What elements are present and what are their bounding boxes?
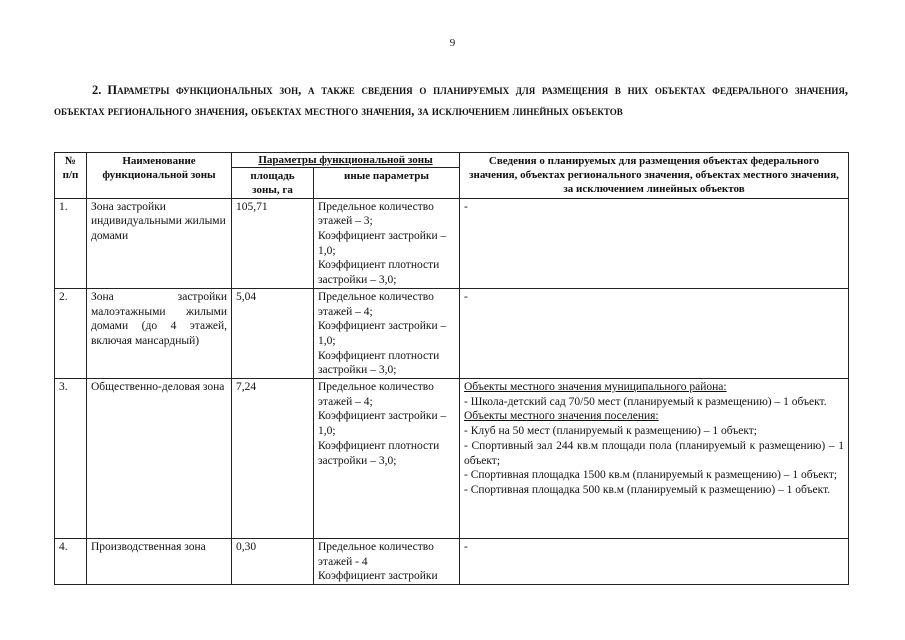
objects-section-title: Объекты местного значения поселения: — [464, 410, 659, 423]
page-number: 9 — [449, 37, 456, 49]
param-line: Коэффициент застройки – 1,0; — [318, 320, 447, 347]
row-params — [314, 379, 460, 539]
row-num: 2. — [55, 288, 87, 378]
row-area: 0,30 — [232, 539, 314, 585]
object-item: - Школа-детский сад 70/50 мест (планируемый к размещению) – 1 объект. — [464, 395, 827, 408]
row-num: 4. — [55, 539, 87, 585]
section-number: 2. — [92, 83, 102, 97]
row-area: 105,71 — [232, 198, 314, 288]
param-line: Коэффициент застройки – 1,0; — [318, 230, 447, 257]
table-row — [55, 198, 849, 288]
row-objects-info — [460, 379, 849, 539]
header-num: № п/п — [55, 153, 87, 199]
row-area: 7,24 — [232, 379, 314, 539]
header-other-params: иные параметры — [314, 168, 460, 198]
param-line: Коэффициент застройки – 1,0; — [318, 410, 447, 438]
row-area: 5,04 — [232, 288, 314, 378]
param-line: Предельное количество этажей - 4 — [318, 541, 434, 568]
param-line: Коэффициент плотности застройки – 3,0; — [318, 349, 440, 377]
functional-zones-table — [54, 152, 849, 585]
row-zone-name: Производственная зона — [87, 539, 232, 585]
header-zone-name: Наименование функциональной зоны — [87, 153, 232, 199]
row-num: 1. — [55, 198, 87, 288]
row-zone-name — [87, 288, 232, 378]
row-zone-name: Общественно-деловая зона — [87, 379, 232, 539]
param-line: Коэффициент плотности застройки – 3,0; — [318, 439, 440, 467]
row-params — [314, 288, 460, 378]
object-item: - Клуб на 50 мест (планируемый к размещению) – 1 объект; — [464, 425, 758, 438]
section-title: Параметры функциональных зон, а также сведения о планируемых для размещения в них объектах федерального значения, объектах регионального значения, объектах местного значения, за исключением линейных объектов — [54, 83, 848, 118]
param-line: Коэффициент застройки — [318, 570, 438, 583]
section-heading — [54, 80, 848, 122]
object-item: - Спортивная площадка 1500 кв.м (планируемый к размещению) – 1 объект; — [464, 469, 838, 482]
row-objects-info: - — [460, 288, 849, 378]
param-line: Предельное количество этажей – 3; — [318, 200, 434, 228]
row-params — [314, 198, 460, 288]
row-num: 3. — [55, 379, 87, 539]
param-line: Предельное количество этажей – 4; — [318, 381, 434, 408]
object-item: - Спортивный зал 244 кв.м площади пола (планируемый к размещению) – 1 объект; — [464, 439, 844, 467]
row-params — [314, 539, 460, 585]
param-line: Коэффициент плотности застройки – 3,0; — [318, 259, 440, 287]
objects-section-title: Объекты местного значения муниципального района: — [464, 381, 727, 394]
object-item: - Спортивная площадка 500 кв.м (планируемый к размещению) – 1 объект. — [464, 483, 831, 496]
table-row — [55, 288, 849, 378]
header-params-group: Параметры функциональной зоны — [232, 153, 460, 168]
table-header-row — [55, 153, 849, 168]
row-objects-info: - — [460, 198, 849, 288]
zone-name-text: Зона застройки малоэтажными жилыми домами (до 4 этажей, включая мансардный) — [91, 290, 227, 347]
table-row — [55, 379, 849, 539]
header-objects-info: Сведения о планируемых для размещения объектах федерального значения, объектах регионального значения, объектах местного значения, за исключением линейных объектов — [460, 153, 849, 199]
row-objects-info: - — [460, 539, 849, 585]
header-area: площадь зоны, га — [232, 168, 314, 198]
param-line: Предельное количество этажей – 4; — [318, 290, 434, 318]
table-row — [55, 539, 849, 585]
row-zone-name: Зона застройки индивидуальными жилыми домами — [87, 198, 232, 288]
